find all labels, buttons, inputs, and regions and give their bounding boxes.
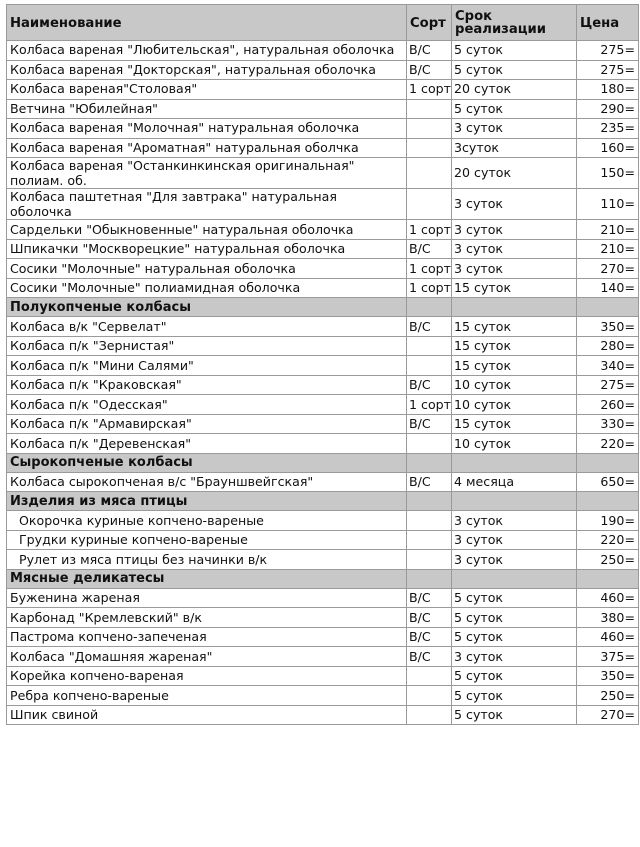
product-name: Колбаса вареная "Любительская", натуральная оболочка xyxy=(7,41,407,61)
table-row xyxy=(7,434,639,454)
product-name: Корейка копчено-вареная xyxy=(7,666,407,686)
product-sort xyxy=(407,686,452,706)
price-list-table xyxy=(6,4,639,725)
table-row xyxy=(7,550,639,570)
section-header-row xyxy=(7,492,639,511)
product-sort xyxy=(407,356,452,376)
section-header-row xyxy=(7,298,639,317)
product-term: 5 суток xyxy=(452,627,577,647)
product-sort: В/С xyxy=(407,627,452,647)
product-sort xyxy=(407,189,452,220)
product-price: 280= xyxy=(577,336,639,356)
table-row xyxy=(7,41,639,61)
product-name: Колбаса п/к "Мини Салями" xyxy=(7,356,407,376)
product-name: Колбаса вареная "Молочная" натуральная оболочка xyxy=(7,119,407,139)
table-row xyxy=(7,189,639,220)
product-price: 160= xyxy=(577,138,639,158)
product-term: 3 суток xyxy=(452,511,577,531)
table-row xyxy=(7,278,639,298)
table-row xyxy=(7,259,639,279)
section-empty-cell xyxy=(407,492,452,511)
product-name: Колбаса вареная"Столовая" xyxy=(7,80,407,100)
section-header-row xyxy=(7,569,639,588)
product-name: Грудки куриные копчено-вареные xyxy=(7,530,407,550)
product-term: 15 суток xyxy=(452,317,577,337)
product-name: Шпикачки "Москворецкие" натуральная оболочка xyxy=(7,239,407,259)
product-term: 5 суток xyxy=(452,705,577,725)
product-price: 190= xyxy=(577,511,639,531)
table-row xyxy=(7,705,639,725)
table-header-row xyxy=(7,5,639,41)
product-price: 290= xyxy=(577,99,639,119)
product-term: 10 суток xyxy=(452,375,577,395)
table-row xyxy=(7,472,639,492)
section-empty-cell xyxy=(577,298,639,317)
table-row xyxy=(7,60,639,80)
product-sort: В/С xyxy=(407,317,452,337)
product-price: 650= xyxy=(577,472,639,492)
product-term: 3 суток xyxy=(452,647,577,667)
section-empty-cell xyxy=(407,298,452,317)
product-name: Рулет из мяса птицы без начинки в/к xyxy=(7,550,407,570)
product-name: Колбаса в/к "Сервелат" xyxy=(7,317,407,337)
product-term: 5 суток xyxy=(452,41,577,61)
table-row xyxy=(7,647,639,667)
table-row xyxy=(7,511,639,531)
product-sort xyxy=(407,550,452,570)
product-price: 220= xyxy=(577,434,639,454)
product-term: 5 суток xyxy=(452,666,577,686)
table-row xyxy=(7,627,639,647)
product-price: 220= xyxy=(577,530,639,550)
table-row xyxy=(7,138,639,158)
product-term: 3 суток xyxy=(452,119,577,139)
product-term: 3 суток xyxy=(452,259,577,279)
product-name: Буженина жареная xyxy=(7,588,407,608)
product-term: 5 суток xyxy=(452,608,577,628)
section-empty-cell xyxy=(452,569,577,588)
product-price: 110= xyxy=(577,189,639,220)
product-sort: В/С xyxy=(407,588,452,608)
table-row xyxy=(7,336,639,356)
product-sort: 1 сорт xyxy=(407,80,452,100)
product-term: 3 суток xyxy=(452,550,577,570)
product-price: 235= xyxy=(577,119,639,139)
product-sort: 1 сорт xyxy=(407,220,452,240)
table-row xyxy=(7,80,639,100)
section-empty-cell xyxy=(407,569,452,588)
product-sort xyxy=(407,705,452,725)
product-sort xyxy=(407,434,452,454)
product-price: 250= xyxy=(577,686,639,706)
product-price: 210= xyxy=(577,239,639,259)
product-price: 380= xyxy=(577,608,639,628)
product-sort: 1 сорт xyxy=(407,259,452,279)
product-term: 15 суток xyxy=(452,356,577,376)
table-row xyxy=(7,119,639,139)
product-price: 150= xyxy=(577,158,639,189)
product-term: 3 суток xyxy=(452,239,577,259)
table-row xyxy=(7,414,639,434)
table-row xyxy=(7,356,639,376)
product-price: 270= xyxy=(577,705,639,725)
section-empty-cell xyxy=(452,492,577,511)
product-term: 20 суток xyxy=(452,158,577,189)
product-name: Колбаса п/к "Деревенская" xyxy=(7,434,407,454)
product-sort: В/С xyxy=(407,647,452,667)
product-name: Колбаса вареная "Останкинкинская оригинальная" полиам. об. xyxy=(7,158,407,189)
product-term: 5 суток xyxy=(452,588,577,608)
section-title: Мясные деликатесы xyxy=(7,569,407,588)
table-row xyxy=(7,530,639,550)
product-sort: В/С xyxy=(407,414,452,434)
product-sort: В/С xyxy=(407,41,452,61)
product-price: 330= xyxy=(577,414,639,434)
table-row xyxy=(7,317,639,337)
product-price: 375= xyxy=(577,647,639,667)
header-sort: Сорт xyxy=(407,5,452,41)
product-price: 260= xyxy=(577,395,639,415)
product-sort xyxy=(407,119,452,139)
product-price: 210= xyxy=(577,220,639,240)
section-empty-cell xyxy=(577,569,639,588)
product-term: 3 суток xyxy=(452,189,577,220)
product-price: 350= xyxy=(577,317,639,337)
product-price: 275= xyxy=(577,375,639,395)
product-name: Ветчина "Юбилейная" xyxy=(7,99,407,119)
product-price: 460= xyxy=(577,588,639,608)
product-price: 275= xyxy=(577,41,639,61)
product-sort: 1 сорт xyxy=(407,278,452,298)
product-name: Колбаса п/к "Краковская" xyxy=(7,375,407,395)
table-row xyxy=(7,395,639,415)
section-title: Полукопченые колбасы xyxy=(7,298,407,317)
product-name: Колбаса вареная "Ароматная" натуральная оболчка xyxy=(7,138,407,158)
table-row xyxy=(7,588,639,608)
table-row xyxy=(7,608,639,628)
product-sort xyxy=(407,336,452,356)
product-price: 275= xyxy=(577,60,639,80)
product-term: 15 суток xyxy=(452,336,577,356)
product-sort xyxy=(407,666,452,686)
table-row xyxy=(7,99,639,119)
product-name: Колбаса п/к "Армавирская" xyxy=(7,414,407,434)
product-name: Ребра копчено-вареные xyxy=(7,686,407,706)
product-price: 270= xyxy=(577,259,639,279)
table-row xyxy=(7,158,639,189)
product-name: Колбаса п/к "Одесская" xyxy=(7,395,407,415)
product-sort: 1 сорт xyxy=(407,395,452,415)
product-name: Шпик свиной xyxy=(7,705,407,725)
product-price: 250= xyxy=(577,550,639,570)
header-price: Цена xyxy=(577,5,639,41)
product-price: 180= xyxy=(577,80,639,100)
product-sort xyxy=(407,158,452,189)
product-sort xyxy=(407,99,452,119)
product-name: Колбаса паштетная "Для завтрака" натуральная оболочка xyxy=(7,189,407,220)
product-term: 5 суток xyxy=(452,99,577,119)
product-sort: В/С xyxy=(407,472,452,492)
product-term: 3 суток xyxy=(452,530,577,550)
product-name: Пастрома копчено-запеченая xyxy=(7,627,407,647)
table-row xyxy=(7,375,639,395)
product-term: 3 суток xyxy=(452,220,577,240)
table-row xyxy=(7,220,639,240)
product-name: Колбаса п/к "Зернистая" xyxy=(7,336,407,356)
section-empty-cell xyxy=(452,453,577,472)
section-title: Изделия из мяса птицы xyxy=(7,492,407,511)
product-name: Колбаса вареная "Докторская", натуральная оболочка xyxy=(7,60,407,80)
product-sort: В/С xyxy=(407,239,452,259)
product-term: 15 суток xyxy=(452,278,577,298)
product-sort: В/С xyxy=(407,60,452,80)
table-row xyxy=(7,686,639,706)
product-price: 140= xyxy=(577,278,639,298)
product-sort xyxy=(407,138,452,158)
table-row xyxy=(7,666,639,686)
product-name: Карбонад "Кремлевский" в/к xyxy=(7,608,407,628)
product-term: 5 суток xyxy=(452,60,577,80)
product-name: Колбаса сырокопченая в/с "Брауншвейгская" xyxy=(7,472,407,492)
product-term: 5 суток xyxy=(452,686,577,706)
section-empty-cell xyxy=(452,298,577,317)
header-term: Срок реализации xyxy=(452,5,577,41)
product-sort xyxy=(407,530,452,550)
section-empty-cell xyxy=(577,453,639,472)
product-name: Сосики "Молочные" полиамидная оболочка xyxy=(7,278,407,298)
product-sort: В/С xyxy=(407,608,452,628)
product-term: 4 месяца xyxy=(452,472,577,492)
section-header-row xyxy=(7,453,639,472)
table-body xyxy=(7,41,639,725)
product-term: 20 суток xyxy=(452,80,577,100)
product-term: 10 суток xyxy=(452,395,577,415)
table-row xyxy=(7,239,639,259)
header-name: Наименование xyxy=(7,5,407,41)
product-name: Колбаса "Домашняя жареная" xyxy=(7,647,407,667)
product-term: 15 суток xyxy=(452,414,577,434)
product-price: 460= xyxy=(577,627,639,647)
product-name: Сардельки "Обыкновенные" натуральная оболочка xyxy=(7,220,407,240)
product-price: 340= xyxy=(577,356,639,376)
product-price: 350= xyxy=(577,666,639,686)
product-term: 3суток xyxy=(452,138,577,158)
product-term: 10 суток xyxy=(452,434,577,454)
product-name: Окорочка куриные копчено-вареные xyxy=(7,511,407,531)
product-sort xyxy=(407,511,452,531)
product-name: Сосики "Молочные" натуральная оболочка xyxy=(7,259,407,279)
product-sort: В/С xyxy=(407,375,452,395)
section-empty-cell xyxy=(577,492,639,511)
section-title: Сырокопченые колбасы xyxy=(7,453,407,472)
section-empty-cell xyxy=(407,453,452,472)
